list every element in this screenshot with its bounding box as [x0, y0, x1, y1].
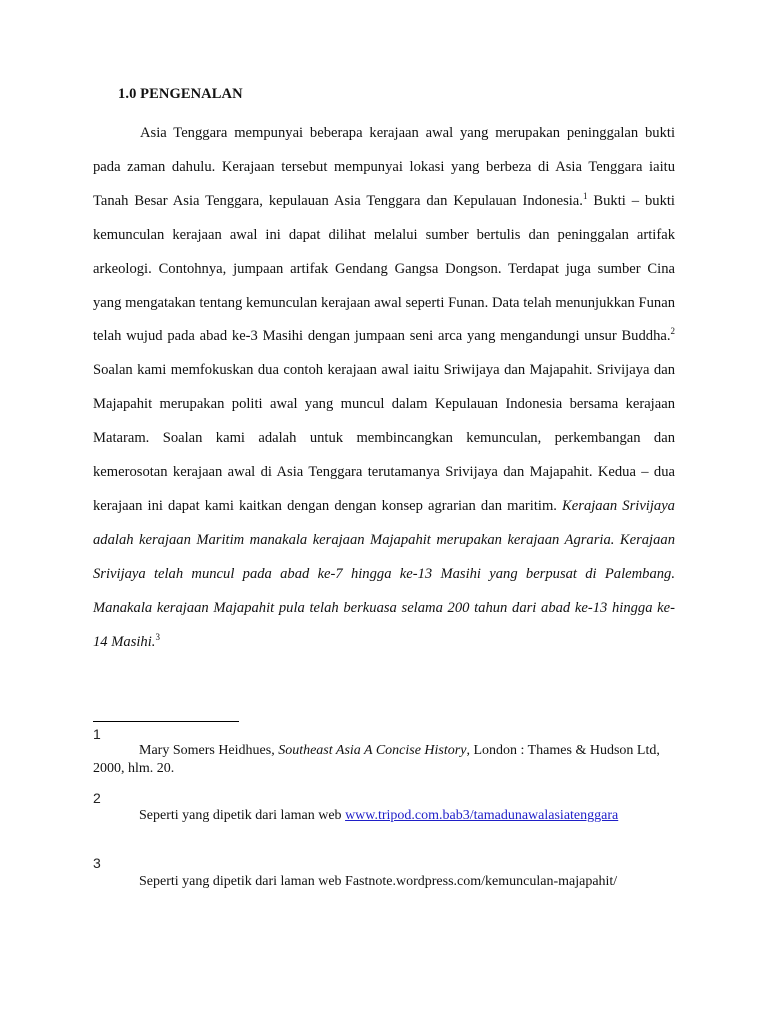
- footnote-2-link[interactable]: www.tripod.com.bab3/tamadunawalasiatenggara: [345, 808, 619, 823]
- footnote-separator: [93, 721, 239, 722]
- paragraph-text-italic: Kerajaan Srivijaya adalah kerajaan Maritim manakala kerajaan Majapahit merupakan kerajaan Agraria. Kerajaan Srivijaya telah muncul pada abad ke-7 hingga ke-13 Masihi yang berpusat di Palembang. Manakala kerajaan Majapahit pula telah berkuasa selama 200 tahun dari abad ke-13 hingga ke-14 Masihi.: [93, 497, 675, 650]
- body-paragraph: [93, 117, 675, 660]
- paragraph-text-1: Asia Tenggara mempunyai beberapa kerajaan awal yang merupakan peninggalan bukti pada zaman dahulu. Kerajaan tersebut mempunyai lokasi yang berbeza di Asia Tenggara iaitu Tanah Besar Asia Tenggara, kepulauan Asia Tenggara dan Kepulauan Indonesia.: [93, 125, 675, 209]
- footnote-2-text: Seperti yang dipetik dari laman web: [139, 808, 346, 823]
- footnote-1-author: Mary Somers Heidhues,: [139, 743, 279, 758]
- footnote-1-publisher: , London : Thames & Hudson Ltd, 2000, hlm. 20.: [93, 743, 660, 776]
- footnote-ref-3[interactable]: 3: [155, 631, 160, 642]
- footnote-number-2: 2: [93, 790, 101, 806]
- footnote-2: [139, 807, 618, 825]
- section-heading: 1.0 PENGENALAN: [118, 86, 243, 102]
- footnote-1-title: Southeast Asia A Concise History: [278, 743, 467, 758]
- footnote-number-1: 1: [93, 726, 101, 742]
- footnote-ref-2[interactable]: 2: [670, 326, 675, 337]
- footnote-ref-1[interactable]: 1: [582, 190, 588, 201]
- paragraph-text-2: Bukti – bukti kemunculan kerajaan awal ini dapat dilihat melalui sumber bertulis dan peninggalan artifak arkeologi. Contohnya, jumpaan artifak Gendang Gangsa Dongson. Terdapat juga sumber Cina yang mengatakan tentang kemunculan kerajaan awal seperti Funan. Data telah menunjukkan Funan telah wujud pada abad ke-3 Masihi dengan jumpaan seni arca yang mengandungi unsur Buddha.: [93, 192, 675, 345]
- paragraph-text-3: Soalan kami memfokuskan dua contoh kerajaan awal iaitu Sriwijaya dan Majapahit. Srivijaya dan Majapahit merupakan politi awal yang muncul dalam Kepulauan Indonesia bersama kerajaan Mataram. Soalan kami adalah untuk membincangkan kemunculan, perkembangan dan kemerosotan kerajaan awal di Asia Tenggara terutamanya Srivijaya dan Majapahit. Kedua – dua kerajaan ini dapat kami kaitkan dengan dengan konsep agrarian dan maritim.: [93, 362, 675, 514]
- footnote-1: [93, 742, 693, 778]
- footnote-number-3: 3: [93, 855, 101, 871]
- footnote-3: Seperti yang dipetik dari laman web Fastnote.wordpress.com/kemunculan-majapahit/: [139, 874, 618, 889]
